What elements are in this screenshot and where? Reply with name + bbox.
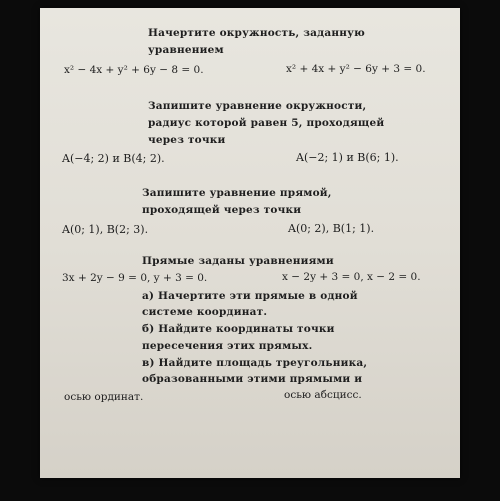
task2-points-left: A(−4; 2) и B(4; 2). <box>62 152 165 165</box>
task4-part-a-line2: системе координат. <box>142 306 268 318</box>
task4-axis-left: осью ординат. <box>64 391 144 403</box>
task1-heading-line1: Начертите окружность, заданную <box>148 27 366 39</box>
task4-part-c-line1: в) Найдите площадь треугольника, <box>142 357 368 369</box>
task4-equations-left: 3x + 2y − 9 = 0, y + 3 = 0. <box>62 272 208 284</box>
task4-part-c-line2: образованными этими прямыми и <box>142 373 363 385</box>
task4-axis-right: осью абсцисс. <box>284 389 362 401</box>
task1-heading-line2: уравнением <box>148 44 224 56</box>
task4-part-a-line1: а) Начертите эти прямые в одной <box>142 290 358 302</box>
task3-heading-line2: проходящей через точки <box>142 204 302 216</box>
task3-points-right: A(0; 2), B(1; 1). <box>288 222 375 235</box>
task3-heading-line1: Запишите уравнение прямой, <box>142 187 332 199</box>
task3-points-left: A(0; 1), B(2; 3). <box>62 223 149 236</box>
task2-heading-line1: Запишите уравнение окружности, <box>148 100 367 112</box>
task4-equations-right: x − 2y + 3 = 0, x − 2 = 0. <box>282 271 421 283</box>
task4-part-b-line2: пересечения этих прямых. <box>142 340 313 352</box>
task2-heading-line3: через точки <box>148 134 226 146</box>
task2-points-right: A(−2; 1) и B(6; 1). <box>296 151 399 164</box>
task4-heading: Прямые заданы уравнениями <box>142 255 334 267</box>
task1-equation-right: x² + 4x + y² − 6y + 3 = 0. <box>286 63 426 75</box>
worksheet-page <box>40 8 460 478</box>
task4-part-b-line1: б) Найдите координаты точки <box>142 323 335 335</box>
task1-equation-left: x² − 4x + y² + 6y − 8 = 0. <box>64 64 204 76</box>
task2-heading-line2: радиус которой равен 5, проходящей <box>148 117 385 129</box>
